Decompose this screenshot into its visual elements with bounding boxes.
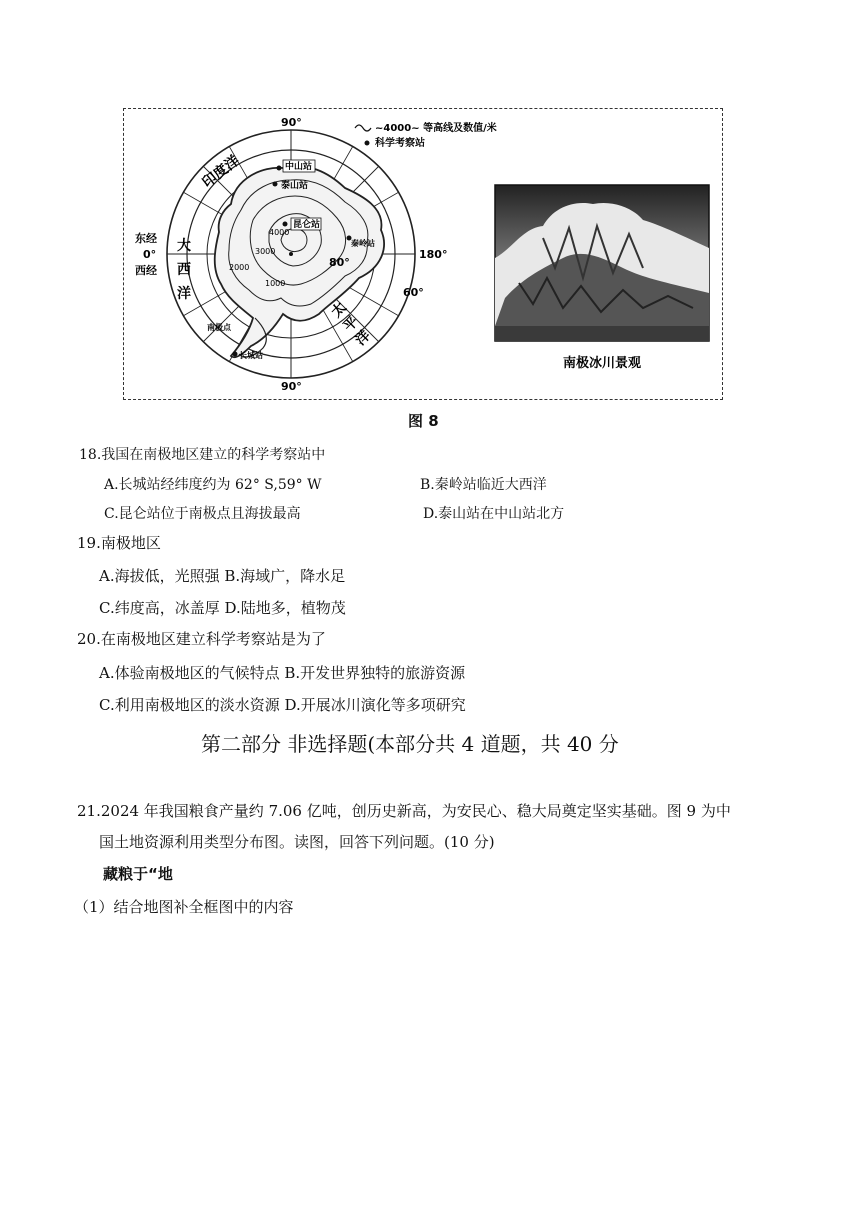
lon-bottom: 90° [281,380,302,393]
contour-4000: 4000 [269,228,290,237]
q19-options-cd: C.纬度高，冰盖厚 D.陆地多，植物茂 [99,599,346,617]
q19-options-ab: A.海拔低，光照强 B.海域广，降水足 [99,567,346,585]
lon-right: 180° [419,248,448,261]
ocean-atlantic-1: 大 [177,238,191,254]
q21-line-1: 21.2024 年我国粮食产量约 7.06 亿吨，创历史新高，为安民心、稳大局奠定坚实基础。图 9 为中 [77,802,731,820]
lon-top: 90° [281,116,302,129]
q21-sub1: （1）结合地图补全框图中的内容 [74,898,294,916]
q21-heading: 藏粮于“地 [103,865,173,883]
antarctic-continent [215,166,384,357]
q19-stem: 19.南极地区 [77,534,161,552]
glacier-photo [495,185,709,341]
ocean-pacific-1: 洋 [352,327,374,349]
ocean-indian: 印度洋 [199,152,243,192]
antarctica-map [123,108,723,400]
q21-line-2: 国土地资源利用类型分布图。读图，回答下列问题。(10 分) [99,833,495,851]
q20-options-cd: C.利用南极地区的淡水资源 D.开展冰川演化等多项研究 [99,696,466,714]
ocean-pacific-2: 平 [340,313,362,335]
station-kunlun: 昆仑站 [293,220,321,230]
station-changcheng: 长城站 [239,351,263,360]
figure-caption: 图 8 [408,412,439,430]
station-qinling: 秦岭站 [351,239,375,248]
label-zero: 0° [143,248,157,261]
q20-options-ab: A.体验南极地区的气候特点 B.开发世界独特的旅游资源 [99,664,466,682]
ocean-pacific-3: 太 [328,299,350,321]
station-taishan: 泰山站 [281,181,309,191]
legend-station: 科学考察站 [375,138,425,149]
legend-contour: ~4000~ 等高线及数值/米 [375,123,497,134]
ocean-atlantic-3: 洋 [177,286,191,302]
q18-option-b: B.秦岭站临近大西洋 [420,477,547,493]
lon-inner: 80° [329,256,350,269]
contour-3000: 3000 [255,247,276,256]
contour-1000: 1000 [265,279,286,288]
photo-caption: 南极冰川景观 [563,356,642,371]
section-2-heading: 第二部分 非选择题(本部分共 4 道题，共 40 分 [201,732,619,756]
q20-stem: 20.在南极地区建立科学考察站是为了 [77,630,326,648]
map-legend [355,121,497,149]
q18-option-d: D.泰山站在中山站北方 [423,506,565,522]
label-west: 西经 [135,264,157,277]
q18-option-c: C.昆仑站位于南极点且海拔最高 [104,506,301,522]
contour-2000: 2000 [229,263,250,272]
ocean-atlantic-2: 西 [177,262,191,278]
station-zhongshan: 中山站 [285,162,313,172]
south-pole-label: 南极点 [207,323,231,332]
q18-option-a: A.长城站经纬度约为 62° S,59° W [104,477,322,493]
q18-stem: 18.我国在南极地区建立的科学考察站中 [79,447,326,463]
label-east: 东经 [135,232,157,245]
lon-right-low: 60° [403,286,424,299]
